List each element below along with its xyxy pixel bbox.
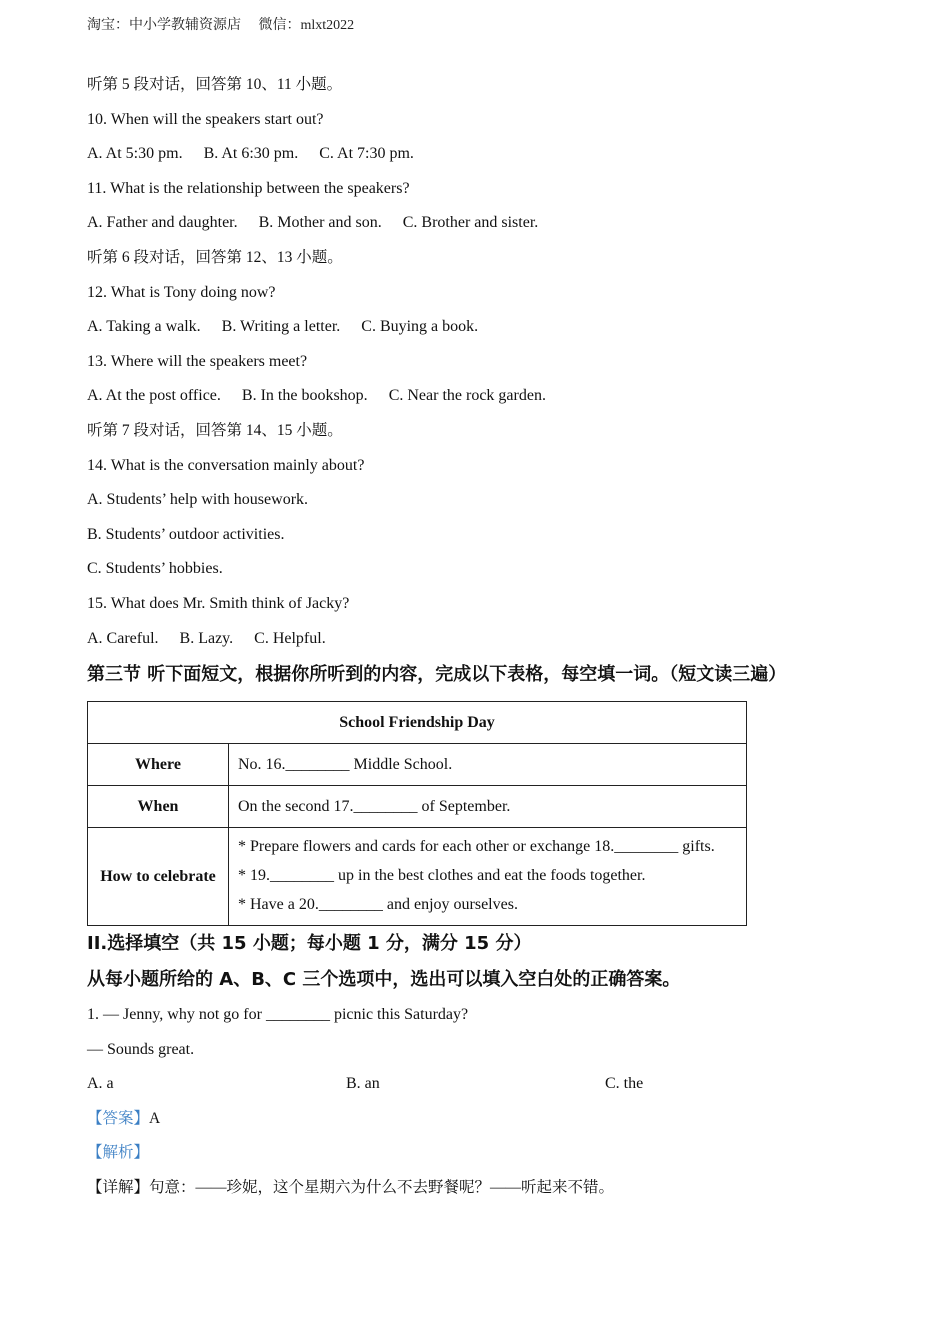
celebrate-line: * Have a 20.________ and enjoy ourselves. bbox=[238, 896, 518, 914]
option-a: A. Taking a walk. bbox=[87, 318, 201, 336]
wechat-id: 微信：mlxt2022 bbox=[258, 18, 355, 33]
when-value: On the second 17.________ of September. bbox=[229, 786, 747, 828]
where-label: Where bbox=[88, 744, 229, 786]
question-11: 11. What is the relationship between the speakers? bbox=[87, 179, 410, 197]
question-10: 10. When will the speakers start out? bbox=[87, 110, 324, 128]
detail-tag: 【详解】 bbox=[87, 1179, 150, 1197]
page-header bbox=[87, 14, 354, 34]
option-b: B. In the bookshop. bbox=[241, 387, 368, 405]
friendship-day-table bbox=[87, 701, 747, 926]
dialog7-intro: 听第 7 段对话，回答第 14、15 小题。 bbox=[87, 421, 343, 439]
question-11-options bbox=[87, 206, 867, 241]
how-label: How to celebrate bbox=[88, 828, 229, 926]
document-body bbox=[87, 68, 867, 1206]
question-12: 12. What is Tony doing now? bbox=[87, 283, 276, 301]
option-c: C. Helpful. bbox=[254, 629, 326, 647]
when-label: When bbox=[88, 786, 229, 828]
option-b: B. At 6:30 pm. bbox=[203, 145, 299, 163]
answer-value: A bbox=[149, 1109, 161, 1127]
table-heading: School Friendship Day bbox=[88, 702, 747, 744]
option-c: C. Near the rock garden. bbox=[388, 387, 546, 405]
question-1-reply: — Sounds great. bbox=[87, 1040, 195, 1058]
question-15-options bbox=[87, 622, 867, 657]
question-1: 1. — Jenny, why not go for ________ picnic this Saturday? bbox=[87, 1006, 469, 1024]
question-1-options bbox=[87, 1067, 867, 1102]
answer-line bbox=[87, 1102, 867, 1137]
shop-name: 淘宝：中小学教辅资源店 bbox=[87, 18, 241, 33]
detail-text: 句意：——珍妮，这个星期六为什么不去野餐呢？——听起来不错。 bbox=[149, 1179, 615, 1197]
option-b: B. an bbox=[346, 1075, 380, 1093]
question-15: 15. What does Mr. Smith think of Jacky? bbox=[87, 594, 350, 612]
table-row bbox=[88, 786, 747, 828]
answer-tag: 【答案】 bbox=[87, 1109, 150, 1127]
celebrate-line: * 19.________ up in the best clothes and eat the foods together. bbox=[238, 867, 646, 885]
dialog5-intro: 听第 5 段对话，回答第 10、11 小题。 bbox=[87, 76, 343, 93]
option-c: C. the bbox=[605, 1075, 644, 1093]
option-a: A. At 5:30 pm. bbox=[87, 145, 183, 163]
question-13-options bbox=[87, 379, 867, 414]
analysis-tag: 【解析】 bbox=[87, 1144, 150, 1162]
how-value bbox=[229, 828, 747, 926]
question-14-option-b: B. Students’ outdoor activities. bbox=[87, 525, 285, 543]
option-c: C. Buying a book. bbox=[361, 318, 479, 336]
question-14: 14. What is the conversation mainly about? bbox=[87, 456, 365, 474]
question-10-options bbox=[87, 137, 867, 172]
option-b: B. Lazy. bbox=[179, 629, 234, 647]
option-b: B. Writing a letter. bbox=[221, 318, 341, 336]
where-value: No. 16.________ Middle School. bbox=[229, 744, 747, 786]
part2-title: II.选择填空（共 15 小题；每小题 1 分，满分 15 分） bbox=[87, 933, 532, 955]
table-row bbox=[88, 744, 747, 786]
section3-title: 第三节 听下面短文，根据你所听到的内容，完成以下表格，每空填一词。（短文读三遍） bbox=[87, 664, 787, 686]
option-a: A. At the post office. bbox=[87, 387, 221, 405]
celebrate-line: * Prepare flowers and cards for each other or exchange 18.________ gifts. bbox=[238, 838, 715, 856]
table-row bbox=[88, 828, 747, 926]
option-a: A. a bbox=[87, 1075, 114, 1093]
option-c: C. Brother and sister. bbox=[402, 214, 539, 232]
option-c: C. At 7:30 pm. bbox=[319, 145, 414, 163]
detail-line bbox=[87, 1171, 867, 1206]
analysis-line bbox=[87, 1136, 867, 1171]
question-14-option-c: C. Students’ hobbies. bbox=[87, 560, 223, 578]
option-a: A. Father and daughter. bbox=[87, 214, 238, 232]
part2-instruction: 从每小题所给的 A、B、C 三个选项中，选出可以填入空白处的正确答案。 bbox=[87, 969, 681, 991]
question-13: 13. Where will the speakers meet? bbox=[87, 352, 308, 370]
dialog6-intro: 听第 6 段对话，回答第 12、13 小题。 bbox=[87, 248, 343, 266]
question-14-option-a: A. Students’ help with housework. bbox=[87, 491, 309, 509]
option-a: A. Careful. bbox=[87, 629, 159, 647]
question-12-options bbox=[87, 310, 867, 345]
option-b: B. Mother and son. bbox=[258, 214, 382, 232]
